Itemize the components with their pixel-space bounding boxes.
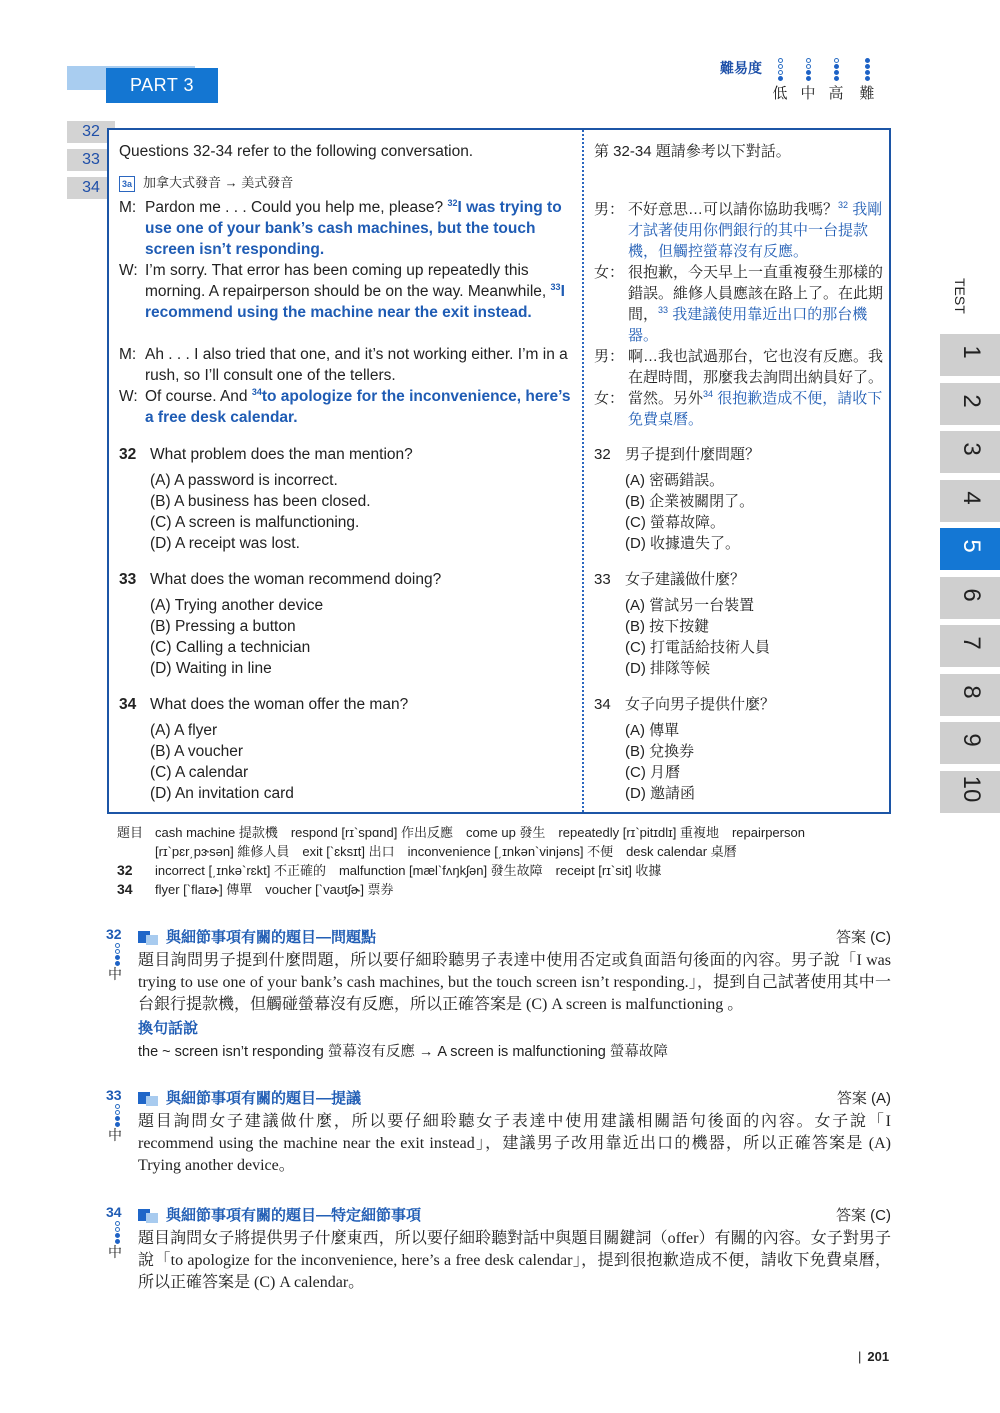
answer-option: (A) 密碼錯誤。 [625, 472, 725, 489]
answer-label: 答案 (C) [836, 1207, 891, 1224]
key-sentence: 我剛才試著使用你們銀行的其中一台提款機，但觸控螢幕沒有反應。 [628, 201, 883, 260]
answer-label: 答案 (A) [836, 1090, 891, 1107]
vocab-text: [rɪ`pɛr͵pɝsən] 維修人員 exit [`ɛksɪt] 出口 inconvenience [͵ɪnkən`vinjəns] 不便 desk calendar 桌曆 [155, 844, 737, 859]
page-number [858, 1349, 889, 1364]
transcript-turn [119, 386, 581, 428]
explanation-level-word: 中 [108, 1127, 122, 1143]
difficulty-level-low: 低 [770, 58, 790, 103]
turn-text: 不好意思…可以請你協助我嗎？ [628, 201, 839, 218]
test-tab-label: 9 [958, 733, 985, 747]
answer-option: (A) 嘗試另一台裝置 [625, 597, 755, 614]
paraphrase-text: the ~ screen isn’t responding 螢幕沒有反應 → A screen is malfunctioning 螢幕故障 [138, 1044, 668, 1060]
answer-option: (B) 按下按鍵 [625, 618, 710, 635]
question-number: 34 [119, 696, 137, 713]
answer-option: (B) Pressing a button [150, 618, 296, 635]
question-number: 33 [594, 571, 611, 588]
transcript-turn [594, 346, 888, 388]
explanation-body: 題目詢問女子將提供男子什麼東西，所以要仔細聆聽對話中與題目關鍵詞（offer）有關的內容。女子對男子說「to apologize for the inconvenience, here’s a free desk calendar」，提到很抱歉造成不便，請收下免費桌曆，所以正確答案是 (C) A calendar。 [138, 1230, 891, 1291]
question-ref: 33 [550, 281, 561, 292]
answer-option: (B) 兌換券 [625, 743, 695, 760]
answer-option: (C) 螢幕故障。 [625, 514, 725, 531]
test-tab-7[interactable] [940, 625, 1000, 667]
page-number-text: 201 [867, 1349, 890, 1364]
conversation-heading-en: Questions 32-34 refer to the following conversation. [119, 143, 474, 160]
turn-text: 很抱歉，今天早上一直重複發生那樣的錯誤。維修人員應該在路上了。在此期間， [628, 264, 884, 323]
explanation-number: 32 [106, 926, 122, 942]
answer-option: (B) 企業被關閉了。 [625, 493, 755, 510]
difficulty-level-hard: 難 [857, 58, 877, 103]
difficulty-dot [778, 64, 783, 69]
difficulty-dot [806, 70, 811, 75]
explanation-number: 34 [106, 1204, 122, 1220]
test-tab-label: 6 [958, 587, 985, 602]
key-sentence: I was trying to use one of your bank’s cash machines, but the touch screen isn’t responding. [145, 199, 562, 258]
vocab-line [117, 880, 394, 899]
test-tab-6[interactable] [940, 577, 1000, 619]
difficulty-dot [115, 1110, 120, 1115]
test-tab-3[interactable] [940, 431, 1000, 473]
question-ref: 32 [447, 197, 458, 208]
vocab-label: 34 [117, 881, 133, 897]
transcript-turn [594, 199, 888, 262]
difficulty-dot [115, 1221, 120, 1226]
test-tab-label: 5 [958, 539, 985, 553]
difficulty-dot [115, 1116, 120, 1121]
explanation-title [138, 926, 376, 947]
question-text: What does the woman offer the man? [150, 696, 409, 713]
vocab-text: flyer [`flaɪɚ] 傳單 voucher [`vaʊtʃɚ] 票券 [155, 882, 394, 897]
column-divider [582, 130, 584, 812]
question-block [119, 444, 579, 554]
section-square-icon [138, 1209, 158, 1223]
title-text: 與細節事項有關的題目—提議 [166, 1090, 362, 1107]
difficulty-dot [806, 76, 811, 81]
question-text: 女子向男子提供什麼？ [625, 696, 776, 713]
explanation-body: 題目詢問男子提到什麼問題，所以要仔細聆聽男子表達中使用否定或負面語句後面的內容。男子說「I was trying to use one of your bank’s cash machines, but the touch screen isn’t responding.」，提到自己試著使用其中一台銀行提款機，但觸碰螢幕沒有反應，所以正確答案是 (C) A screen is malfunctioning 。 [138, 952, 891, 1013]
difficulty-label: 難易度 [720, 60, 762, 76]
explanation-level-word: 中 [108, 1244, 122, 1260]
answer-option: (A) A password is incorrect. [150, 472, 338, 489]
speaker-label: 女： [594, 264, 625, 281]
speaker-label: 女： [594, 390, 625, 407]
question-block [594, 444, 888, 554]
answer-option: (D) An invitation card [150, 785, 294, 802]
question-block [119, 694, 579, 804]
answer-option: (C) Calling a technician [150, 639, 311, 656]
answer-option: (D) 收據遺失了。 [625, 535, 740, 552]
section-square-icon [138, 1092, 158, 1106]
turn-text: 當然。另外 [628, 390, 704, 407]
test-tab-label: 3 [958, 442, 985, 456]
part-label: PART 3 [106, 68, 218, 103]
difficulty-dot [778, 70, 783, 75]
difficulty-dot [806, 64, 811, 69]
turn-text: Pardon me . . . Could you help me, please? [145, 199, 448, 216]
difficulty-dot [834, 70, 839, 75]
transcript-turn [119, 260, 581, 323]
answer-label: 答案 (C) [836, 929, 891, 946]
key-sentence: I recommend using the machine near the exit instead. [145, 283, 565, 321]
answer-option: (C) A screen is malfunctioning. [150, 514, 360, 531]
explanation-body: 題目詢問女子建議做什麼，所以要仔細聆聽女子表達中使用建議相關語句後面的內容。女子說「I recommend using the machine near the exit instead」，建議男子改用靠近出口的機器，所以正確答案是 (A) Trying another device。 [138, 1113, 891, 1174]
test-tab-8[interactable] [940, 674, 1000, 716]
key-sentence: to apologize for the inconvenience, here’s a free desk calendar. [145, 388, 571, 426]
speaker-label: W: [119, 388, 138, 405]
question-ref: 34 [251, 386, 262, 397]
answer-option: (B) A voucher [150, 743, 244, 760]
difficulty-level-high: 高 [826, 58, 846, 103]
test-tab-1[interactable] [940, 334, 1000, 376]
answer-option: (C) A calendar [150, 764, 249, 781]
explanation-level [112, 1221, 122, 1244]
accent-note [119, 172, 293, 192]
speaker-label: 男： [594, 201, 625, 218]
difficulty-dot [834, 58, 839, 63]
difficulty-dot [806, 58, 811, 63]
difficulty-dot [834, 76, 839, 81]
question-tab-32: 32 [67, 121, 115, 143]
difficulty-dot [115, 943, 120, 948]
turn-text: I’m sorry. That error has been coming up repeatedly this morning. A repairperson should be on the way. Meanwhile, [145, 262, 551, 300]
explanation-title [138, 1204, 421, 1225]
transcript-turn [594, 262, 888, 346]
transcript-turn [594, 388, 888, 430]
turn-text: 啊…我也試過那台，它也沒有反應。我在趕時間，那麼我去詢問出納員好了。 [628, 348, 884, 386]
difficulty-dot [115, 1233, 120, 1238]
section-square-icon [138, 931, 158, 945]
conversation-heading-zh: 第 32-34 題請參考以下對話。 [594, 143, 791, 160]
question-block [119, 569, 579, 679]
test-tab-4[interactable] [940, 480, 1000, 522]
key-sentence: 很抱歉造成不便，請收下免費桌曆。 [628, 390, 883, 428]
question-text: What problem does the man mention? [150, 446, 413, 463]
difficulty-dot [115, 949, 120, 954]
explanation-number: 33 [106, 1087, 122, 1103]
speaker-label: W: [119, 262, 138, 279]
difficulty-dot [865, 70, 870, 75]
vocab-line [117, 823, 805, 842]
question-tab-34: 34 [67, 177, 115, 199]
test-tab-label: 2 [958, 393, 985, 408]
vocab-label: 32 [117, 862, 133, 878]
accent-text: 加拿大式發音 → 美式發音 [143, 175, 294, 190]
test-label: TEST [952, 278, 968, 314]
test-tab-label: 10 [958, 775, 985, 802]
question-block [594, 569, 888, 679]
paraphrase-heading: 換句話說 [138, 1020, 199, 1037]
transcript-turn [119, 197, 581, 260]
answer-option: (C) 月曆 [625, 764, 680, 781]
test-tab-label: 7 [958, 636, 985, 650]
explanation-level [112, 1104, 122, 1127]
difficulty-dot [115, 1227, 120, 1232]
speaker-label: M: [119, 346, 137, 363]
difficulty-dot [115, 1104, 120, 1109]
speaker-label: M: [119, 199, 137, 216]
explanation-level-word: 中 [108, 966, 122, 982]
turn-text: Ah . . . I also tried that one, and it’s not working either. I’m in a rush, so I’ll consult one of the tellers. [145, 346, 568, 384]
transcript-turn [119, 344, 581, 386]
test-tab-label: 1 [958, 345, 985, 359]
difficulty-dot [778, 76, 783, 81]
difficulty-dot [865, 64, 870, 69]
answer-option: (A) Trying another device [150, 597, 324, 614]
difficulty-dot [115, 955, 120, 960]
test-tab-9[interactable] [940, 722, 1000, 764]
vocab-label: 題目 [117, 825, 144, 840]
question-number: 32 [119, 446, 137, 463]
key-sentence: 我建議使用靠近出口的那台機器。 [628, 306, 868, 344]
test-tab-label: 4 [958, 490, 985, 505]
answer-option: (D) A receipt was lost. [150, 535, 300, 552]
answer-option: (D) 排隊等候 [625, 660, 710, 677]
question-ref: 32 [838, 200, 849, 210]
answer-option: (D) 邀請函 [625, 785, 695, 802]
question-text: What does the woman recommend doing? [150, 571, 442, 588]
answer-option: (A) 傳單 [625, 722, 680, 739]
question-text: 女子建議做什麼？ [625, 571, 746, 588]
question-ref: 33 [658, 305, 669, 315]
speaker-label: 男： [594, 348, 625, 365]
page-number-bar: | [858, 1349, 862, 1364]
test-tab-5[interactable] [940, 528, 1000, 570]
question-text: 男子提到什麼問題？ [625, 446, 761, 463]
vocab-line [117, 842, 737, 861]
difficulty-dot [865, 76, 870, 81]
question-tab-33: 33 [67, 149, 115, 171]
turn-text: Of course. And [145, 388, 252, 405]
question-ref: 34 [703, 389, 714, 399]
difficulty-dot [834, 64, 839, 69]
title-text: 與細節事項有關的題目—特定細節事項 [166, 1207, 422, 1224]
title-text: 與細節事項有關的題目—問題點 [166, 929, 377, 946]
question-number: 34 [594, 696, 611, 713]
difficulty-level-mid: 中 [798, 58, 818, 103]
vocab-text: cash machine 提款機 respond [rɪ`spɑnd] 作出反應 come up 發生 repeatedly [rɪ`pitɪdlɪ] 重複地 repairperson [155, 825, 805, 840]
answer-option: (C) 打電話給技術人員 [625, 639, 770, 656]
question-number: 33 [119, 571, 137, 588]
test-tab-2[interactable] [940, 383, 1000, 425]
explanation-level [112, 943, 122, 966]
audio-track-icon: 3a [119, 176, 135, 192]
vocab-line [117, 861, 661, 880]
test-tab-label: 8 [958, 684, 985, 699]
difficulty-dot [778, 58, 783, 63]
explanation-title [138, 1087, 361, 1108]
vocab-text: incorrect [͵ɪnkə`rɛkt] 不正確的 malfunction [mæl`fʌŋkʃən] 發生故障 receipt [rɪ`sit] 收據 [155, 863, 662, 878]
test-tab-10[interactable] [940, 771, 1000, 813]
question-block [594, 694, 888, 804]
answer-option: (B) A business has been closed. [150, 493, 371, 510]
difficulty-dot [865, 58, 870, 63]
question-number: 32 [594, 446, 611, 463]
answer-option: (D) Waiting in line [150, 660, 272, 677]
answer-option: (A) A flyer [150, 722, 218, 739]
